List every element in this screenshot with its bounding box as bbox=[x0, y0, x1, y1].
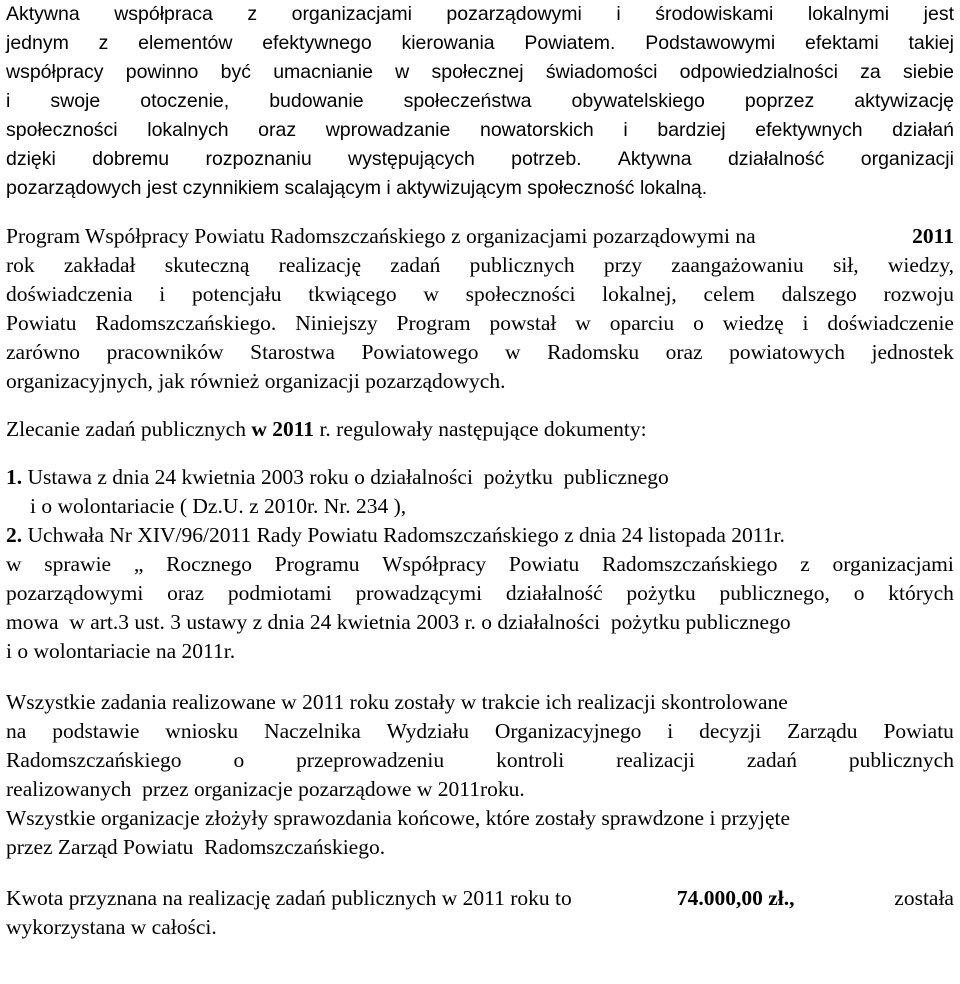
word: społeczności bbox=[465, 282, 576, 306]
paragraph-line bbox=[6, 251, 954, 280]
word: nowatorskich bbox=[479, 119, 594, 141]
word: oraz bbox=[167, 581, 205, 605]
word: Niniejszy bbox=[295, 311, 378, 335]
word: oraz bbox=[258, 119, 297, 141]
word: Aktywna bbox=[6, 3, 80, 25]
word: dzięki bbox=[6, 148, 56, 170]
paragraph-line bbox=[6, 145, 954, 174]
paragraph-line: przez Zarząd Powiatu Radomszczańskiego. bbox=[6, 835, 386, 859]
word: elementów bbox=[138, 32, 233, 54]
word: publicznego, bbox=[719, 581, 830, 605]
word: lokalnymi bbox=[807, 3, 890, 25]
word: pozarządowymi bbox=[6, 581, 144, 605]
paragraph-line bbox=[6, 746, 954, 775]
word: i bbox=[802, 311, 809, 335]
word: organizacjami bbox=[291, 3, 412, 25]
word: społeczności bbox=[6, 119, 118, 141]
word: bardziej bbox=[657, 119, 726, 141]
word: powstał bbox=[489, 311, 557, 335]
word: pracowników bbox=[106, 340, 224, 364]
word: i bbox=[623, 119, 628, 141]
paragraph-intro bbox=[6, 0, 954, 203]
word: za bbox=[860, 61, 881, 83]
word: występujących bbox=[348, 148, 475, 170]
word: podmiotami bbox=[227, 581, 332, 605]
word: poprzez bbox=[744, 90, 815, 112]
word: budowanie bbox=[269, 90, 364, 112]
word: z bbox=[98, 32, 109, 54]
word: i bbox=[6, 90, 11, 112]
word: środowiskami bbox=[655, 3, 774, 25]
word: Starostwa bbox=[250, 340, 335, 364]
word: Radomszczańskiego bbox=[6, 748, 182, 772]
word: zaangażowaniu bbox=[671, 253, 804, 277]
word: tkwiącego bbox=[308, 282, 397, 306]
word: potrzeb. bbox=[511, 148, 582, 170]
word: zadań bbox=[390, 253, 441, 277]
documents-list bbox=[6, 463, 954, 666]
word: takiej bbox=[908, 32, 954, 54]
paragraph-line bbox=[6, 87, 954, 116]
word: kierowania bbox=[401, 32, 495, 54]
word: dobremu bbox=[92, 148, 170, 170]
paragraph-control bbox=[6, 688, 954, 862]
word: w bbox=[505, 340, 521, 364]
word: zadań bbox=[746, 748, 797, 772]
word: powiatowych bbox=[729, 340, 845, 364]
paragraph-line bbox=[6, 338, 954, 367]
word: społecznej bbox=[431, 61, 524, 83]
word: społeczeństwa bbox=[403, 90, 532, 112]
word: Radomszczańskiego bbox=[602, 552, 778, 576]
word: Naczelnika bbox=[264, 719, 361, 743]
word: Podstawowymi bbox=[645, 32, 776, 54]
word: o bbox=[853, 581, 865, 605]
word: doświadczenie bbox=[827, 311, 954, 335]
word: Powiatu bbox=[508, 552, 580, 576]
word: rok bbox=[6, 253, 35, 277]
word: sił, bbox=[832, 253, 859, 277]
word: aktywizację bbox=[854, 90, 954, 112]
paragraph-line bbox=[6, 717, 954, 746]
word: wniosku bbox=[165, 719, 239, 743]
word: jest bbox=[923, 3, 954, 25]
word: obywatelskiego bbox=[571, 90, 705, 112]
paragraph-line: organizacyjnych, jak również organizacji pozarządowych. bbox=[6, 369, 506, 393]
word: otoczenie, bbox=[140, 90, 230, 112]
paragraph-line bbox=[6, 116, 954, 145]
word: Radomszczańskiego. bbox=[95, 311, 277, 335]
word: efektywnego bbox=[262, 32, 372, 54]
word: „ bbox=[133, 552, 144, 576]
word: lokalnych bbox=[147, 119, 229, 141]
word: Wydziału bbox=[386, 719, 469, 743]
word: oparciu bbox=[609, 311, 675, 335]
document-item-1-continuation: i o wolontariacie ( Dz.U. z 2010r. Nr. 234 ), bbox=[30, 494, 407, 518]
word: dalszego bbox=[781, 282, 857, 306]
word: powinno bbox=[125, 61, 199, 83]
paragraph-line: Wszystkie organizacje złożyły sprawozdania końcowe, które zostały sprawdzone i przyjęte bbox=[6, 806, 791, 830]
word: zakładał bbox=[63, 253, 136, 277]
word: współpracy bbox=[6, 61, 104, 83]
word: Powiatu bbox=[6, 311, 77, 335]
word: w bbox=[423, 282, 439, 306]
program-year: 2011 bbox=[912, 224, 954, 248]
word: Powiatem. bbox=[524, 32, 616, 54]
word: przy bbox=[603, 253, 643, 277]
word: świadomości bbox=[545, 61, 658, 83]
word: prowadzącymi bbox=[355, 581, 483, 605]
word: Współpracy bbox=[382, 552, 487, 576]
word: działalność bbox=[727, 148, 825, 170]
word: w bbox=[575, 311, 591, 335]
word: publicznych bbox=[848, 748, 954, 772]
word: Radomsku bbox=[547, 340, 640, 364]
word: organizacjami bbox=[832, 552, 954, 576]
word: i bbox=[667, 719, 674, 743]
word: współpraca bbox=[114, 3, 213, 25]
word: działań bbox=[892, 119, 954, 141]
word: Aktywna bbox=[617, 148, 692, 170]
word: siebie bbox=[903, 61, 954, 83]
word: pozarządowymi bbox=[446, 3, 582, 25]
word: lokalnej, bbox=[602, 282, 677, 306]
word: decyzji bbox=[699, 719, 762, 743]
word: z bbox=[800, 552, 810, 576]
word: na bbox=[6, 719, 27, 743]
word: zarówno bbox=[6, 340, 81, 364]
word: wiedzy, bbox=[887, 253, 954, 277]
paragraph-line: Wszystkie zadania realizowane w 2011 roku zostały w trakcie ich realizacji skontrolowane bbox=[6, 690, 788, 714]
document-item-1: 1. Ustawa z dnia 24 kwietnia 2003 roku o działalności pożytku publicznego bbox=[6, 465, 669, 489]
paragraph-line bbox=[6, 222, 954, 251]
word: przeprowadzeniu bbox=[296, 748, 445, 772]
word: realizację bbox=[278, 253, 362, 277]
word: Powiatowego bbox=[361, 340, 479, 364]
list-number: 1. bbox=[6, 465, 23, 489]
word: jednym bbox=[6, 32, 69, 54]
word: sprawie bbox=[44, 552, 112, 576]
word: doświadczenia bbox=[6, 282, 133, 306]
word: Program bbox=[396, 311, 471, 335]
paragraph-program bbox=[6, 222, 954, 396]
word: jednostek bbox=[871, 340, 954, 364]
paragraph-amount bbox=[6, 884, 954, 942]
document-item-2-line: mowa w art.3 ust. 3 ustawy z dnia 24 kwietnia 2003 r. o działalności pożytku publicznego bbox=[6, 610, 791, 634]
word: oraz bbox=[665, 340, 703, 364]
word: swoje bbox=[50, 90, 101, 112]
word: potencjału bbox=[191, 282, 282, 306]
word: wiedzę bbox=[722, 311, 784, 335]
document-item-2-line: i o wolontariacie na 2011r. bbox=[6, 639, 236, 663]
paragraph-line: pozarządowych jest czynnikiem scalającym i aktywizującym społeczność lokalną. bbox=[6, 177, 708, 199]
paragraph-line: realizowanych przez organizacje pozarządowe w 2011roku. bbox=[6, 777, 525, 801]
word: publicznych bbox=[469, 253, 575, 277]
word: być bbox=[220, 61, 251, 83]
amount-value: 74.000,00 zł., bbox=[676, 886, 795, 910]
word: z bbox=[247, 3, 258, 25]
word: organizacji bbox=[860, 148, 954, 170]
paragraph-line bbox=[6, 309, 954, 338]
paragraph-line bbox=[6, 280, 954, 309]
paragraph-line bbox=[6, 29, 954, 58]
word: i bbox=[159, 282, 166, 306]
document-item-2: 2. Uchwała Nr XIV/96/2011 Rady Powiatu Radomszczańskiego z dnia 24 listopada 2011r. bbox=[6, 523, 785, 547]
paragraph-line: wykorzystana w całości. bbox=[6, 915, 217, 939]
word: w bbox=[6, 552, 22, 576]
paragraph-line bbox=[6, 58, 954, 87]
paragraph-line bbox=[6, 0, 954, 29]
word: Programu bbox=[274, 552, 360, 576]
paragraph-line bbox=[6, 884, 954, 913]
word: Rocznego bbox=[166, 552, 253, 576]
word: wprowadzanie bbox=[325, 119, 451, 141]
document-item-2-line bbox=[6, 550, 954, 579]
word: podstawie bbox=[52, 719, 140, 743]
word: skuteczną bbox=[164, 253, 250, 277]
word: odpowiedzialności bbox=[679, 61, 838, 83]
word: działalność bbox=[505, 581, 603, 605]
word: efektywnych bbox=[755, 119, 863, 141]
word: pożytku bbox=[626, 581, 696, 605]
word: i bbox=[616, 3, 621, 25]
word: realizacji bbox=[616, 748, 695, 772]
word: Powiatu bbox=[883, 719, 954, 743]
word: o bbox=[693, 311, 704, 335]
amount-text: Kwota przyznana na realizację zadań publicznych w 2011 roku to bbox=[6, 886, 578, 910]
list-number: 2. bbox=[6, 523, 23, 547]
word: o bbox=[233, 748, 245, 772]
word: celem bbox=[703, 282, 755, 306]
amount-after: została bbox=[894, 886, 954, 910]
word: efektami bbox=[805, 32, 879, 54]
documents-intro: Zlecanie zadań publicznych w 2011 r. regulowały następujące dokumenty: bbox=[6, 417, 647, 441]
word: Zarządu bbox=[787, 719, 858, 743]
word: Organizacyjnego bbox=[494, 719, 642, 743]
word: rozwoju bbox=[883, 282, 954, 306]
word: rozpoznaniu bbox=[205, 148, 312, 170]
word: których bbox=[888, 581, 954, 605]
program-text: Program Współpracy Powiatu Radomszczańskiego z organizacjami pozarządowymi na bbox=[6, 224, 762, 248]
word: kontroli bbox=[496, 748, 565, 772]
word: w bbox=[395, 61, 410, 83]
word: umacnianie bbox=[273, 61, 373, 83]
document-item-2-line bbox=[6, 579, 954, 608]
